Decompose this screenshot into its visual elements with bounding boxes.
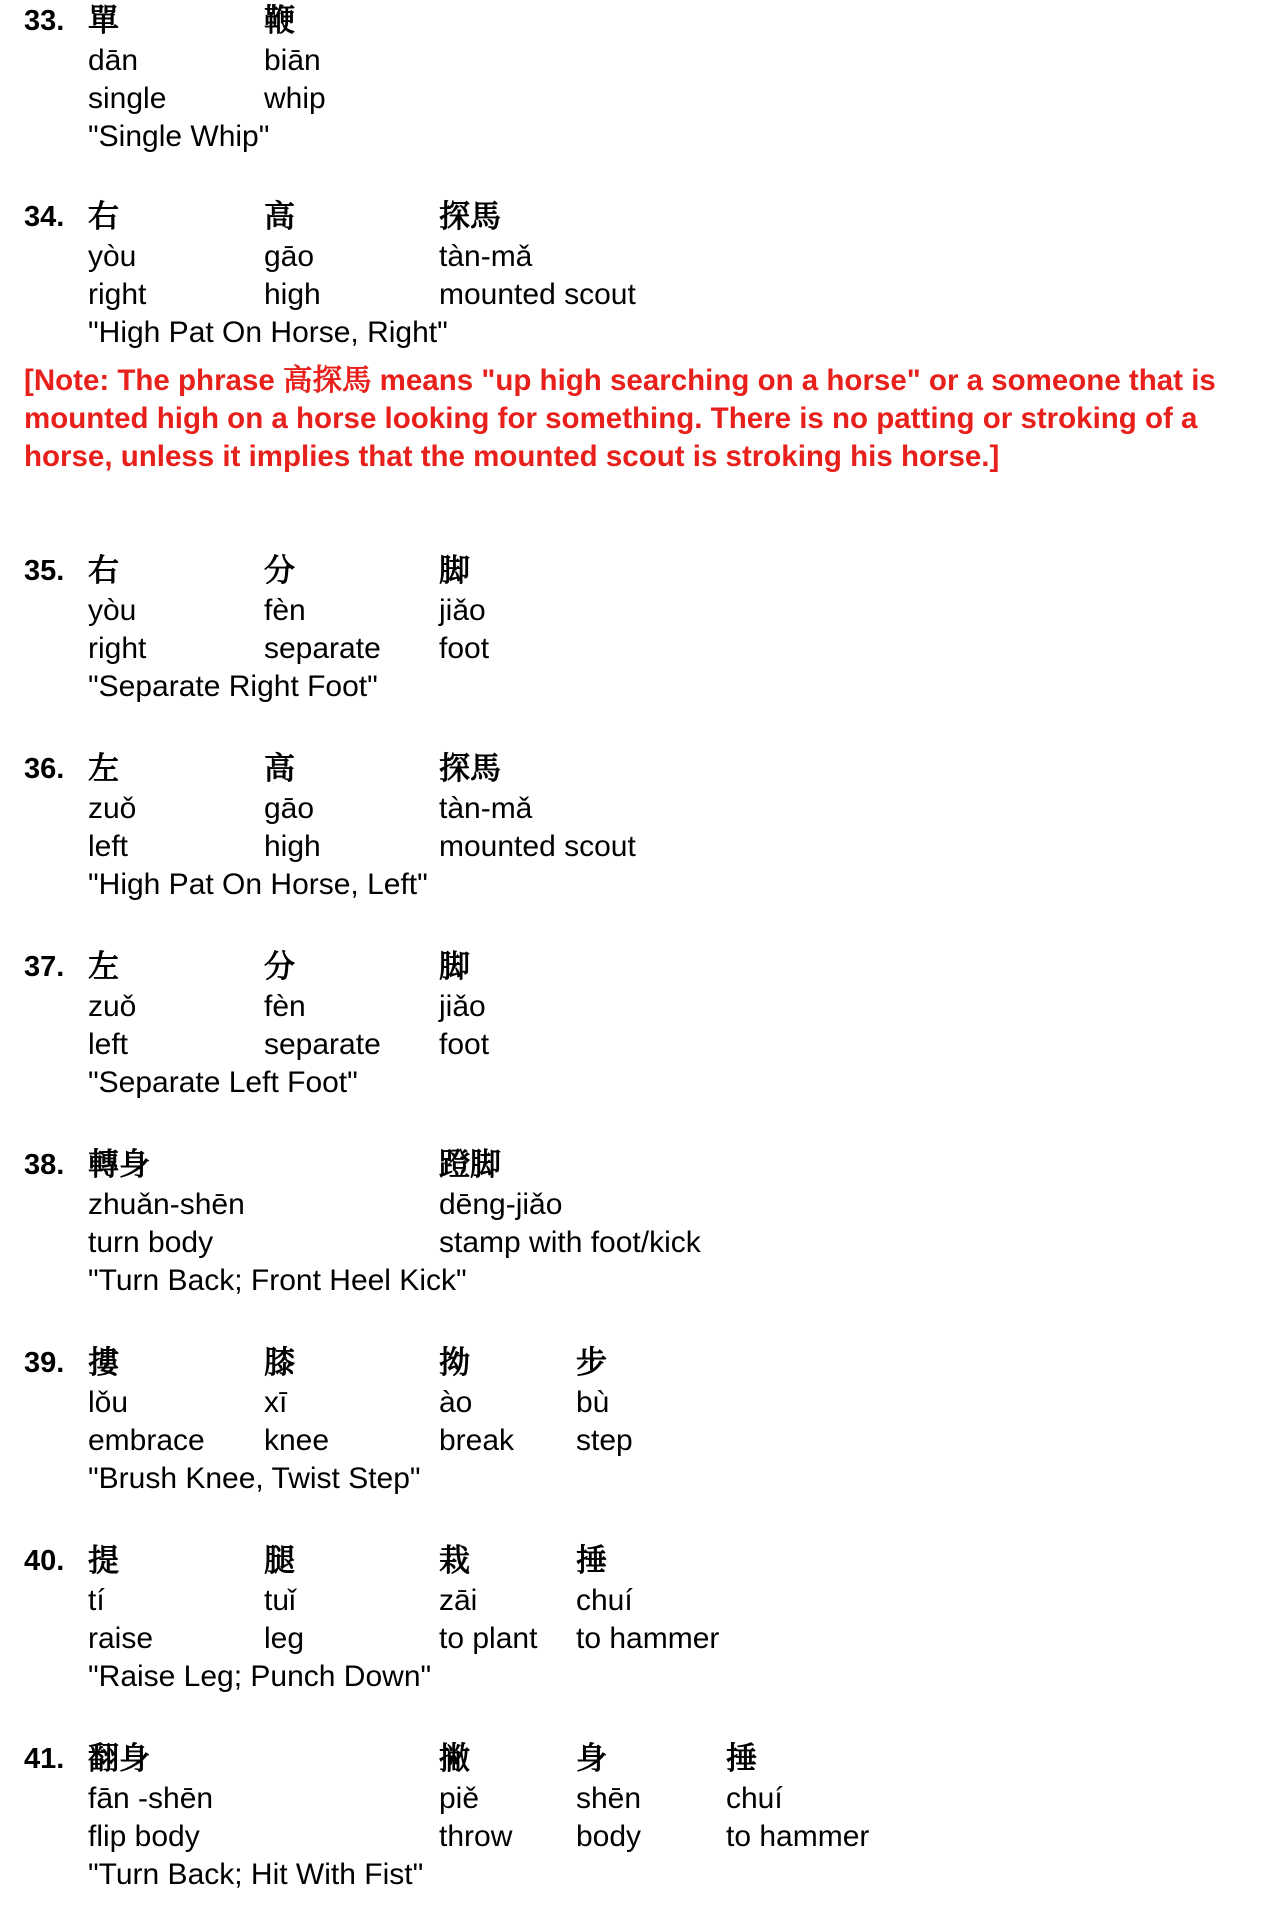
english-translation: "High Pat On Horse, Right" <box>88 316 448 349</box>
hanzi-word: 分 <box>264 949 295 985</box>
entry-number: 38. <box>24 1149 65 1181</box>
pinyin-row <box>0 790 1275 828</box>
hanzi-row <box>0 750 1275 788</box>
pinyin-word: zāi <box>439 1584 478 1617</box>
hanzi-word: 右 <box>88 199 119 235</box>
pinyin-row <box>0 1384 1275 1422</box>
english-translation: "Raise Leg; Punch Down" <box>88 1660 432 1693</box>
hanzi-word: 拗 <box>439 1345 470 1381</box>
entry-number: 37. <box>24 951 65 983</box>
pinyin-row <box>0 238 1275 276</box>
hanzi-word: 翻身 <box>88 1741 150 1777</box>
hanzi-word: 捶 <box>576 1543 607 1579</box>
entry-number: 40. <box>24 1545 65 1577</box>
pinyin-word: tàn-mǎ <box>439 792 533 825</box>
pinyin-word: tàn-mǎ <box>439 240 533 273</box>
pinyin-word: fèn <box>264 594 306 627</box>
gloss-row <box>0 1026 1275 1064</box>
hanzi-row <box>0 552 1275 590</box>
hanzi-word: 腿 <box>264 1543 295 1579</box>
pinyin-word: zhuǎn-shēn <box>88 1188 245 1221</box>
hanzi-word: 栽 <box>439 1543 470 1579</box>
hanzi-row <box>0 2 1275 40</box>
gloss-word: separate <box>264 1028 381 1061</box>
entry-number: 41. <box>24 1743 65 1775</box>
pinyin-word: dēng-jiǎo <box>439 1188 563 1221</box>
pinyin-word: fān -shēn <box>88 1782 214 1815</box>
hanzi-word: 鞭 <box>264 3 295 39</box>
hanzi-word: 步 <box>576 1345 607 1381</box>
gloss-row <box>0 80 1275 118</box>
hanzi-word: 脚 <box>439 949 470 985</box>
pinyin-word: biān <box>264 44 321 77</box>
hanzi-word: 身 <box>576 1741 607 1777</box>
entry-number: 39. <box>24 1347 65 1379</box>
hanzi-row <box>0 948 1275 986</box>
pinyin-word: fèn <box>264 990 306 1023</box>
gloss-word: step <box>576 1424 633 1457</box>
pinyin-row <box>0 1582 1275 1620</box>
gloss-word: stamp with foot/kick <box>439 1226 701 1259</box>
gloss-word: throw <box>439 1820 513 1853</box>
gloss-row <box>0 1620 1275 1658</box>
pinyin-row <box>0 1780 1275 1818</box>
pinyin-word: tuǐ <box>264 1584 296 1617</box>
gloss-word: high <box>264 830 321 863</box>
gloss-row <box>0 1224 1275 1262</box>
gloss-word: raise <box>88 1622 154 1655</box>
pinyin-row <box>0 988 1275 1026</box>
entry-number: 34. <box>24 201 65 233</box>
pinyin-word: ào <box>439 1386 473 1419</box>
pinyin-word: chuí <box>726 1782 783 1815</box>
hanzi-row <box>0 1740 1275 1778</box>
pinyin-word: zuǒ <box>88 792 137 825</box>
pinyin-word: jiǎo <box>439 594 486 627</box>
pinyin-word: gāo <box>264 240 315 273</box>
gloss-word: to hammer <box>726 1820 870 1853</box>
hanzi-word: 探馬 <box>439 199 501 235</box>
gloss-row <box>0 630 1275 668</box>
gloss-row <box>0 276 1275 314</box>
gloss-word: body <box>576 1820 642 1853</box>
hanzi-word: 摟 <box>88 1345 119 1381</box>
hanzi-word: 膝 <box>264 1345 295 1381</box>
entry-number: 36. <box>24 753 65 785</box>
hanzi-row <box>0 1344 1275 1382</box>
gloss-word: whip <box>264 82 326 115</box>
english-translation: "Single Whip" <box>88 120 270 153</box>
english-translation: "Brush Knee, Twist Step" <box>88 1462 421 1495</box>
entry-number: 35. <box>24 555 65 587</box>
pinyin-word: shēn <box>576 1782 642 1815</box>
pinyin-word: lǒu <box>88 1386 129 1419</box>
entry-number: 33. <box>24 5 65 37</box>
gloss-row <box>0 1422 1275 1460</box>
hanzi-word: 單 <box>88 3 119 39</box>
hanzi-word: 提 <box>88 1543 119 1579</box>
hanzi-word: 高 <box>264 751 295 787</box>
pinyin-row <box>0 1186 1275 1224</box>
gloss-word: foot <box>439 632 490 665</box>
pinyin-word: yòu <box>88 240 137 273</box>
pinyin-word: jiǎo <box>439 990 486 1023</box>
gloss-row <box>0 1818 1275 1856</box>
hanzi-word: 左 <box>88 751 119 787</box>
hanzi-row <box>0 1146 1275 1184</box>
gloss-word: mounted scout <box>439 830 636 863</box>
pinyin-word: chuí <box>576 1584 633 1617</box>
english-translation: "High Pat On Horse, Left" <box>88 868 428 901</box>
translator-note: [Note: The phrase 高探馬 means "up high searching on a horse" or a someone that is mounted high on a horse looking for something. There is no patting or stroking of a horse, unless it implies that the mounted scout is stroking his horse.] <box>24 364 1216 473</box>
gloss-word: embrace <box>88 1424 205 1457</box>
pinyin-row <box>0 42 1275 80</box>
gloss-word: separate <box>264 632 381 665</box>
hanzi-word: 脚 <box>439 553 470 589</box>
gloss-word: foot <box>439 1028 490 1061</box>
gloss-word: turn body <box>88 1226 214 1259</box>
gloss-word: to plant <box>439 1622 538 1655</box>
gloss-word: left <box>88 830 129 863</box>
pinyin-word: yòu <box>88 594 137 627</box>
hanzi-word: 分 <box>264 553 295 589</box>
hanzi-word: 蹬脚 <box>439 1147 501 1183</box>
pinyin-word: xī <box>264 1386 288 1419</box>
pinyin-word: bù <box>576 1386 610 1419</box>
hanzi-word: 轉身 <box>88 1147 150 1183</box>
english-translation: "Separate Right Foot" <box>88 670 378 703</box>
pinyin-word: zuǒ <box>88 990 137 1023</box>
gloss-word: knee <box>264 1424 330 1457</box>
gloss-word: flip body <box>88 1820 200 1853</box>
english-translation: "Turn Back; Hit With Fist" <box>88 1858 424 1891</box>
hanzi-word: 撇 <box>439 1741 470 1777</box>
hanzi-word: 捶 <box>726 1741 757 1777</box>
gloss-word: mounted scout <box>439 278 636 311</box>
english-translation: "Turn Back; Front Heel Kick" <box>88 1264 467 1297</box>
gloss-word: right <box>88 632 147 665</box>
gloss-word: high <box>264 278 321 311</box>
hanzi-word: 左 <box>88 949 119 985</box>
hanzi-word: 右 <box>88 553 119 589</box>
hanzi-row <box>0 1542 1275 1580</box>
gloss-row <box>0 828 1275 866</box>
hanzi-row <box>0 198 1275 236</box>
gloss-word: single <box>88 82 167 115</box>
pinyin-word: dān <box>88 44 139 77</box>
pinyin-word: tí <box>88 1584 105 1617</box>
pinyin-row <box>0 592 1275 630</box>
gloss-word: break <box>439 1424 515 1457</box>
pinyin-word: piě <box>439 1782 480 1815</box>
gloss-word: right <box>88 278 147 311</box>
gloss-word: to hammer <box>576 1622 720 1655</box>
gloss-word: left <box>88 1028 129 1061</box>
english-translation: "Separate Left Foot" <box>88 1066 358 1099</box>
hanzi-word: 探馬 <box>439 751 501 787</box>
gloss-word: leg <box>264 1622 305 1655</box>
pinyin-word: gāo <box>264 792 315 825</box>
hanzi-word: 高 <box>264 199 295 235</box>
